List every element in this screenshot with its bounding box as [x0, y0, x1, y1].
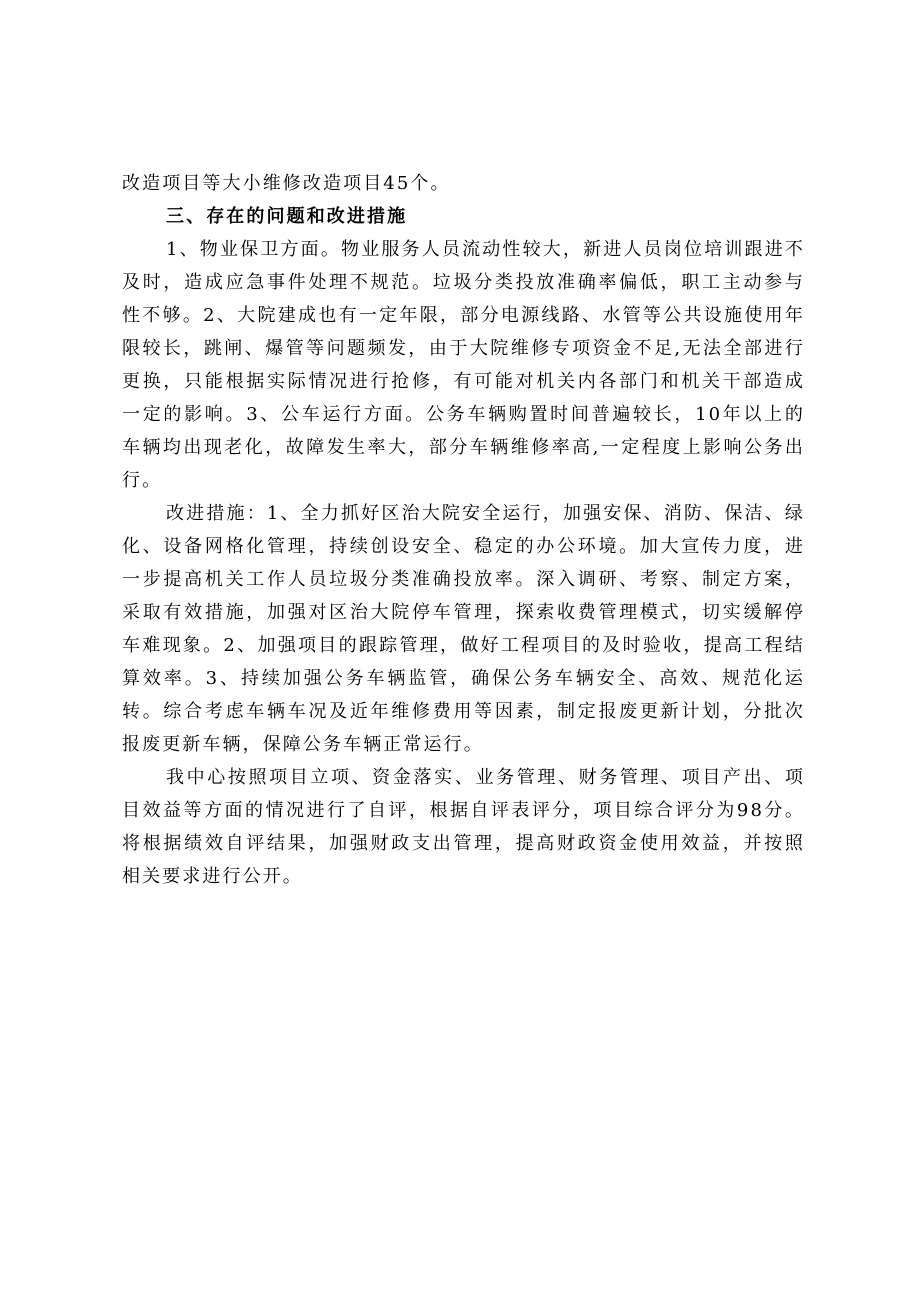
measures-paragraph: 改进措施：1、全力抓好区治大院安全运行，加强安保、消防、保洁、绿化、设备网格化管理，持续创设安全、稳定的办公环境。加大宣传力度，进一步提高机关工作人员垃圾分类准确投放率。深入调研、考察、制定方案，采取有效措施，加强对区治大院停车管理，探索收费管理模式，切实缓解停车难现象。2、加强项目的跟踪管理，做好工程项目的及时验收，提高工程结算效率。3、持续加强公务车辆监管，确保公务车辆安全、高效、规范化运转。综合考虑车辆车况及近年维修费用等因素，制定报废更新计划，分批次报废更新车辆，保障公务车辆正常运行。 — [122, 503, 805, 755]
problems-paragraph: 1、物业保卫方面。物业服务人员流动性较大，新进人员岗位培训跟进不及时，造成应急事件处理不规范。垃圾分类投放准确率偏低，职工主动参与性不够。2、大院建成也有一定年限，部分电源线路、水管等公共设施使用年限较长，跳闸、爆管等问题频发，由于大院维修专项资金不足,无法全部进行更换，只能根据实际情况进行抢修，有可能对机关内各部门和机关干部造成一定的影响。3、公车运行方面。公务车辆购置时间普遍较长，10年以上的车辆均出现老化，故障发生率大，部分车辆维修率高,一定程度上影响公务出行。 — [122, 239, 805, 491]
section-heading: 三、存在的问题和改进措施 — [166, 206, 408, 227]
evaluation-paragraph: 我中心按照项目立项、资金落实、业务管理、财务管理、项目产出、项目效益等方面的情况进行了自评，根据自评表评分，项目综合评分为98分。将根据绩效自评结果，加强财政支出管理，提高财政资金使用效益，并按照相关要求进行公开。 — [122, 767, 805, 887]
document-body — [122, 167, 805, 893]
intro-paragraph: 改造项目等大小维修改造项目45个。 — [122, 173, 451, 194]
